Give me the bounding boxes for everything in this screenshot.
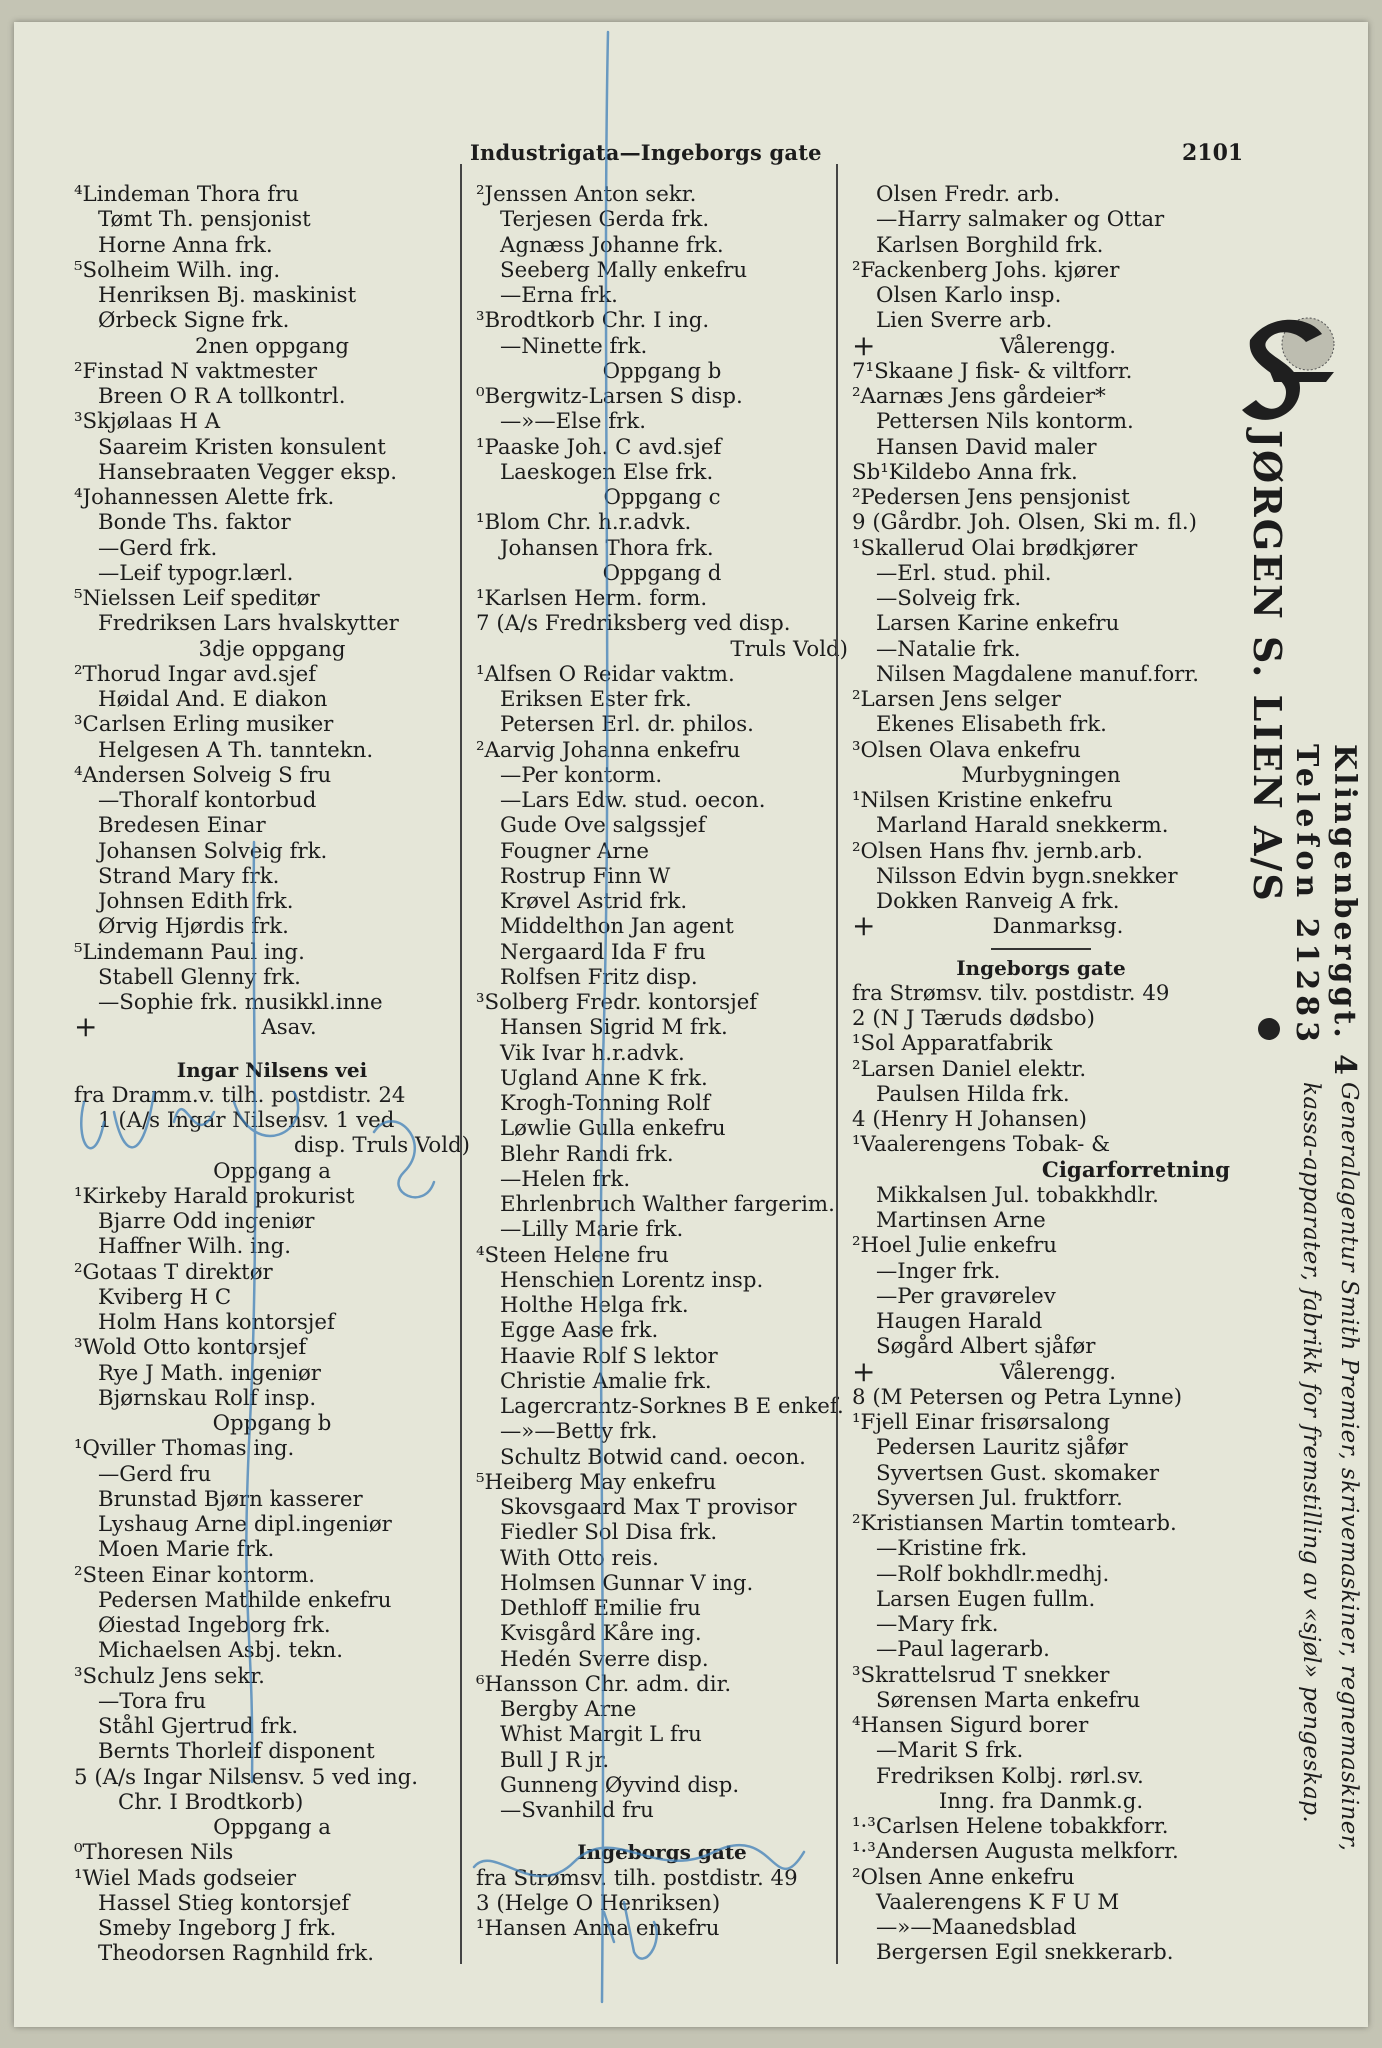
entrance-heading: Oppgang a [213, 1158, 331, 1184]
directory-entry: ²Aarnæs Jens gårdeier* [852, 384, 1106, 409]
directory-entry: Lagercrantz-Sorknes B E enkef. [500, 1394, 844, 1419]
directory-entry: ⁴Johannessen Alette frk. [74, 485, 335, 510]
directory-entry: —Gerd frk. [98, 535, 218, 561]
directory-entry: Gude Ove salgssjef [500, 813, 706, 839]
cross-street-label: Vålerengg. [999, 333, 1117, 359]
directory-entry: Syvertsen Gust. skomaker [876, 1460, 1160, 1486]
directory-entry: Bergersen Egil snekkerarb. [876, 1940, 1174, 1966]
directory-entry: ²Jenssen Anton sekr. [476, 182, 697, 207]
directory-entry: Ståhl Gjertrud frk. [98, 1714, 299, 1739]
directory-entry: ²Larsen Daniel elektr. [852, 1056, 1087, 1082]
directory-entry: 5 (A/s Ingar Nilsensv. 5 ved ing. [74, 1764, 419, 1790]
street-heading: Ingeborgs gate [956, 955, 1126, 980]
directory-entry: ²Pedersen Jens pensjonist [852, 485, 1130, 510]
directory-entry: —Thoralf kontorbud [98, 788, 317, 813]
spacer [476, 1823, 848, 1840]
directory-entry: —Lars Edw. stud. oecon. [500, 788, 766, 813]
column-3 [852, 182, 1230, 1966]
directory-entry: Sørensen Marta enkefru [876, 1687, 1141, 1713]
directory-entry: —Natalie frk. [876, 636, 1021, 662]
entrance-heading: 2nen oppgang [194, 333, 350, 359]
directory-entry: 1 (A/s Ingar Nilsensv. 1 ved [98, 1108, 395, 1133]
directory-entry: Vaalerengens K F U M [876, 1889, 1120, 1915]
directory-entry: Johansen Solveig frk. [98, 838, 328, 864]
directory-entry: ²Hoel Julie enkefru [852, 1233, 1057, 1259]
directory-entry: fra Strømsv. tilv. postdistr. 49 [852, 980, 1170, 1006]
directory-entry: ⁴Hansen Sigurd borer [852, 1713, 1089, 1738]
directory-entry: ⁴Andersen Solveig S fru [74, 762, 332, 788]
directory-entry: —Per kontorm. [500, 762, 663, 788]
cross-street-row [852, 328, 1230, 362]
directory-entry: —Kristine frk. [876, 1536, 1028, 1562]
directory-entry: Moen Marie frk. [98, 1537, 275, 1563]
entrance-heading: Oppgang c [603, 485, 721, 510]
directory-entry: Martinsen Arne [876, 1208, 1046, 1233]
directory-entry: Bredesen Einar [98, 813, 266, 839]
directory-entry: Bernts Thorleif disponent [98, 1739, 375, 1765]
directory-entry: —Svanhild fru [500, 1798, 654, 1823]
directory-entry: —Erna frk. [500, 283, 618, 308]
directory-entry: Pedersen Lauritz sjåfør [876, 1435, 1128, 1461]
directory-entry: Johnsen Edith frk. [98, 889, 294, 914]
directory-entry: —Erl. stud. phil. [876, 560, 1052, 586]
directory-entry: —Solveig frk. [876, 586, 1022, 611]
directory-entry: Sb¹Kildebo Anna frk. [852, 459, 1078, 485]
directory-entry: Bonde Ths. faktor [98, 510, 291, 536]
directory-entry: Hansen Sigrid M frk. [500, 1015, 728, 1041]
directory-entry: Bull J R jr. [500, 1747, 610, 1773]
directory-entry: —Per gravørelev [876, 1283, 1056, 1309]
directory-entry: Krogh-Tonning Rolf [500, 1091, 710, 1116]
directory-entry: Pettersen Nils kontorm. [876, 409, 1134, 435]
directory-entry: Skovsgaard Max T provisor [500, 1495, 797, 1520]
directory-entry: Paulsen Hilda frk. [876, 1081, 1070, 1107]
directory-entry: Theodorsen Ragnhild frk. [98, 1941, 375, 1967]
directory-entry: ¹Qviller Thomas ing. [74, 1436, 295, 1462]
directory-entry: Marland Harald snekkerm. [876, 813, 1169, 839]
directory-entry: ³Brodtkorb Chr. I ing. [476, 308, 710, 334]
directory-entry: Eriksen Ester frk. [500, 687, 692, 712]
directory-entry: ³Solberg Fredr. kontorsjef [476, 990, 758, 1015]
directory-entry: Schultz Botwid cand. oecon. [500, 1444, 806, 1470]
directory-entry: Brunstad Bjørn kasserer [98, 1486, 363, 1512]
directory-entry: Gunneng Øyvind disp. [500, 1772, 740, 1798]
directory-entry: Krøvel Astrid frk. [500, 889, 688, 914]
entrance-heading: Oppgang b [212, 1411, 332, 1436]
directory-entry: Christie Amalie frk. [500, 1368, 712, 1394]
directory-entry: —»—Else frk. [500, 409, 647, 435]
directory-entry: Cigarforretning [1041, 1157, 1230, 1183]
directory-entry: Fougner Arne [500, 838, 649, 864]
directory-entry: —Lilly Marie frk. [500, 1217, 684, 1243]
directory-entry: —Tora fru [98, 1688, 207, 1714]
page-number: 2101 [1182, 140, 1244, 166]
directory-entry: Nilsson Edvin bygn.snekker [876, 863, 1178, 889]
directory-entry: Ekenes Elisabeth frk. [876, 712, 1107, 738]
directory-entry: —Helen frk. [500, 1166, 631, 1192]
directory-entry: ⁵Solheim Wilh. ing. [74, 257, 281, 283]
spacer [74, 1041, 470, 1058]
directory-entry: ³Skrattelsrud T snekker [852, 1662, 1110, 1688]
directory-entry: 7 (A/s Fredriksberg ved disp. [476, 611, 791, 637]
directory-entry: Løwlie Gulla enkefru [500, 1116, 726, 1142]
directory-entry: Chr. I Brodtkorb) [118, 1789, 304, 1815]
directory-entry: ²Fackenberg Johs. kjører [852, 257, 1120, 283]
directory-entry: ¹Nilsen Kristine enkefru [852, 788, 1113, 813]
directory-entry: Laeskogen Else frk. [500, 459, 714, 485]
directory-entry: ³Skjølaas H A [74, 409, 221, 435]
vertical-advertisement [1230, 312, 1370, 2012]
directory-entry: Dethloff Emilie fru [500, 1596, 701, 1621]
directory-entry: ³Schulz Jens sekr. [74, 1663, 265, 1689]
directory-entry: Holmsen Gunnar V ing. [500, 1570, 754, 1596]
directory-entry: fra Dramm.v. tilh. postdistr. 24 [74, 1082, 406, 1108]
directory-entry: Lyshaug Arne dipl.ingeniør [98, 1512, 392, 1537]
entrance-heading: Inng. fra Danmk.g. [938, 1788, 1144, 1814]
directory-entry: —Leif typogr.lærl. [98, 560, 294, 586]
directory-entry: ¹Skallerud Olai brødkjører [852, 535, 1138, 561]
cross-street-label: Danmarksg. [992, 914, 1124, 940]
directory-entry: ⁵Lindemann Paul ing. [74, 939, 305, 965]
directory-entry: ⁵Heiberg May enkefru [476, 1469, 717, 1495]
directory-entry: ¹Sol Apparatfabrik [852, 1031, 1053, 1057]
directory-entry: ⁰Thoresen Nils [74, 1840, 234, 1866]
directory-entry: —Sophie frk. musikkl.inne [98, 990, 383, 1015]
directory-entry: Haffner Wilh. ing. [98, 1234, 291, 1260]
directory-entry: Søgård Albert sjåfør [876, 1334, 1096, 1360]
directory-entry: —Inger frk. [876, 1258, 1001, 1284]
directory-entry: ²Finstad N vaktmester [74, 358, 318, 384]
entrance-heading: 3dje oppgang [198, 636, 346, 662]
directory-entry: Blehr Randi frk. [500, 1141, 674, 1167]
directory-entry: ¹Kirkeby Harald prokurist [74, 1183, 355, 1209]
directory-entry: Bjørnskau Rolf insp. [98, 1385, 317, 1411]
directory-entry: Smeby Ingeborg J frk. [98, 1916, 337, 1941]
directory-entry: Larsen Karine enkefru [876, 611, 1120, 637]
directory-entry: Olsen Fredr. arb. [876, 182, 1061, 207]
directory-entry: 9 (Gårdbr. Joh. Olsen, Ski m. fl.) [852, 510, 1197, 536]
ad-description-line-1: Generalagentur Smith Premier, skrivemaskiner, regnemaskiner, [1336, 1082, 1362, 1852]
directory-entry: 3 (Helge O Henriksen) [476, 1890, 721, 1916]
directory-entry: ¹Fjell Einar frisørsalong [852, 1410, 1111, 1435]
directory-entry: Syversen Jul. fruktforr. [876, 1485, 1123, 1511]
directory-entry: —»—Maanedsblad [876, 1915, 1077, 1940]
directory-entry: Hassel Stieg kontorsjef [98, 1890, 350, 1916]
directory-entry: ²Olsen Hans fhv. jernb.arb. [852, 838, 1143, 864]
bullet-dot [1258, 1018, 1280, 1040]
directory-entry: ⁴Lindeman Thora fru [74, 182, 299, 207]
directory-entry: —Harry salmaker og Ottar [876, 207, 1165, 233]
directory-entry: Middelthon Jan agent [500, 914, 734, 940]
directory-entry: Kvisgård Kåre ing. [500, 1621, 702, 1647]
directory-entry: 4 (Henry H Johansen) [852, 1107, 1087, 1132]
directory-entry: Rostrup Finn W [500, 863, 671, 889]
directory-entry: Petersen Erl. dr. philos. [500, 712, 754, 738]
directory-entry: ²Olsen Anne enkefru [852, 1864, 1075, 1890]
directory-entry: Bjarre Odd ingeniør [98, 1209, 315, 1234]
directory-entry: ²Gotaas T direktør [74, 1259, 273, 1285]
ad-phone: Telefon 21283 [1289, 744, 1324, 1047]
directory-entry: Kviberg H C [98, 1284, 232, 1310]
directory-entry: Horne Anna frk. [98, 232, 273, 258]
directory-entry: —Paul lagerarb. [876, 1637, 1050, 1663]
directory-entry: 7¹Skaane J fisk- & viltforr. [852, 358, 1133, 384]
directory-entry: Høidal And. E diakon [98, 687, 328, 712]
directory-entry: Larsen Eugen fullm. [876, 1586, 1096, 1612]
directory-entry: Hansen David maler [876, 434, 1097, 460]
directory-entry: Rolfsen Fritz disp. [500, 964, 698, 990]
directory-entry: fra Strømsv. tilh. postdistr. 49 [476, 1865, 798, 1891]
directory-entry: Holthe Helga frk. [500, 1293, 689, 1318]
directory-entry: ³Wold Otto kontorsjef [74, 1335, 307, 1361]
directory-entry: 2 (N J Tæruds dødsbo) [852, 1006, 1095, 1031]
directory-entry: Strand Mary frk. [98, 863, 280, 889]
directory-entry: Michaelsen Asbj. tekn. [98, 1638, 344, 1664]
directory-entry: —Ninette frk. [500, 333, 648, 359]
entrance-heading: Oppgang d [602, 560, 722, 586]
cross-street-plus-icon: + [74, 1010, 98, 1044]
directory-entry: ²Kristiansen Martin tomtearb. [852, 1511, 1177, 1536]
directory-entry: Ørvig Hjørdis frk. [98, 914, 289, 940]
directory-entry: Hansebraaten Vegger eksp. [98, 459, 398, 485]
directory-entry: ¹Hansen Anna enkefru [476, 1916, 720, 1941]
directory-entry: Stabell Glenny frk. [98, 964, 301, 990]
directory-entry: ²Larsen Jens selger [852, 687, 1061, 712]
entrance-heading: Murbygningen [961, 762, 1121, 788]
directory-entry: Holm Hans kontorsjef [98, 1310, 335, 1335]
directory-entry: Saareim Kristen konsulent [98, 434, 386, 460]
directory-entry: —Mary frk. [876, 1612, 999, 1637]
page-header-title: Industrigata—Ingeborgs gate [470, 140, 822, 165]
directory-entry: ¹·³Andersen Augusta melkforr. [852, 1839, 1179, 1865]
directory-entry: Fiedler Sol Disa frk. [500, 1520, 718, 1546]
directory-entry: —»—Betty frk. [500, 1419, 658, 1445]
directory-entry: Ugland Anne K frk. [500, 1065, 708, 1091]
directory-entry: Haugen Harald [876, 1309, 1043, 1334]
street-heading: Ingar Nilsens vei [176, 1057, 368, 1082]
directory-entry: Vik Ivar h.r.advk. [500, 1040, 685, 1066]
directory-entry: ⁵Nielssen Leif speditør [74, 586, 320, 611]
directory-entry: Whist Margit L fru [500, 1722, 702, 1748]
cross-street-row [852, 909, 1230, 943]
directory-entry: —Rolf bokhdlr.medhj. [876, 1561, 1110, 1587]
directory-entry: Pedersen Mathilde enkefru [98, 1587, 392, 1613]
cross-street-row [74, 1010, 470, 1044]
column-divider-1 [460, 164, 462, 1964]
directory-entry: Fredriksen Kolbj. rørl.sv. [876, 1763, 1144, 1789]
directory-entry: Mikkalsen Jul. tobakkhdlr. [876, 1182, 1159, 1208]
cross-street-plus-icon: + [852, 909, 876, 943]
directory-entry: ²Thorud Ingar avd.sjef [74, 661, 317, 687]
directory-entry: Dokken Ranveig A frk. [876, 889, 1120, 914]
directory-entry: ⁴Steen Helene fru [476, 1242, 669, 1268]
directory-entry: ¹·³Carlsen Helene tobakkforr. [852, 1814, 1169, 1839]
directory-entry: Tømt Th. pensjonist [98, 207, 311, 233]
directory-entry: Haavie Rolf S lektor [500, 1343, 718, 1369]
directory-entry: Bergby Arne [500, 1697, 637, 1722]
directory-entry: Seeberg Mally enkefru [500, 257, 748, 283]
column-2 [476, 182, 848, 1941]
section-rule [991, 948, 1091, 950]
directory-entry: Henriksen Bj. maskinist [98, 283, 357, 308]
directory-entry: Helgesen A Th. tanntekn. [98, 737, 374, 763]
directory-entry: disp. Truls Vold) [293, 1133, 470, 1159]
directory-entry: ¹Karlsen Herm. form. [476, 586, 708, 611]
cross-street-label: Vålerengg. [999, 1359, 1117, 1385]
cross-street-row [852, 1354, 1230, 1388]
cross-street-label: Asav. [261, 1015, 317, 1041]
directory-entry: Terjesen Gerda frk. [500, 207, 710, 233]
directory-entry: ³Carlsen Erling musiker [74, 712, 334, 738]
directory-entry: ⁰Bergwitz-Larsen S disp. [476, 384, 743, 409]
directory-entry: ⁶Hansson Chr. adm. dir. [476, 1671, 732, 1697]
cross-street-plus-icon: + [852, 328, 876, 362]
directory-entry: 8 (M Petersen og Petra Lynne) [852, 1384, 1183, 1410]
directory-entry: Johansen Thora frk. [500, 535, 714, 561]
directory-entry: Henschien Lorentz insp. [500, 1267, 764, 1293]
cross-street-plus-icon: + [852, 1354, 876, 1388]
entrance-heading: Oppgang b [602, 358, 722, 384]
directory-entry: ²Aarvig Johanna enkefru [476, 737, 741, 763]
directory-entry: Egge Aase frk. [500, 1318, 659, 1344]
ad-address: Klingenberggt. 4 [1327, 744, 1362, 1078]
entrance-heading: Oppgang a [213, 1815, 331, 1840]
directory-entry: Nilsen Magdalene manuf.forr. [876, 661, 1199, 687]
directory-entry: ¹Blom Chr. h.r.advk. [476, 510, 692, 536]
directory-entry: —Gerd fru [98, 1461, 212, 1487]
directory-entry: With Otto reis. [500, 1545, 659, 1571]
column-1 [74, 182, 470, 1967]
directory-entry: ¹Paaske Joh. C avd.sjef [476, 434, 722, 460]
directory-entry: Lien Sverre arb. [876, 308, 1053, 334]
column-divider-2 [836, 164, 838, 1964]
directory-entry: Breen O R A tollkontrl. [98, 384, 346, 409]
ad-company-name: JØRGEN S. LIEN A/S [1245, 430, 1290, 903]
company-logo [1230, 312, 1340, 436]
directory-entry: Olsen Karlo insp. [876, 283, 1062, 308]
directory-entry: Truls Vold) [730, 636, 848, 662]
directory-entry: ³Olsen Olava enkefru [852, 737, 1081, 763]
directory-entry: —Marit S frk. [876, 1738, 1024, 1764]
directory-entry: Nergaard Ida F fru [500, 939, 706, 965]
directory-entry: Karlsen Borghild frk. [876, 232, 1104, 258]
street-heading: Ingeborgs gate [577, 1840, 747, 1865]
directory-entry: ¹Alfsen O Reidar vaktm. [476, 661, 735, 687]
directory-entry: Rye J Math. ingeniør [98, 1360, 321, 1386]
ad-description-line-2: kassa-apparater, fabrikk for fremstilling av «sjøl» pengeskap. [1298, 1082, 1324, 1824]
directory-entry: Øiestad Ingeborg frk. [98, 1613, 331, 1638]
directory-entry: ¹Wiel Mads godseier [74, 1865, 297, 1891]
directory-entry: Ehrlenbruch Walther fargerim. [500, 1192, 835, 1217]
directory-page [14, 22, 1368, 2027]
directory-entry: Ørbeck Signe frk. [98, 308, 290, 334]
directory-entry: Hedén Sverre disp. [500, 1646, 709, 1672]
directory-entry: Agnæss Johanne frk. [500, 232, 724, 258]
directory-entry: Fredriksen Lars hvalskytter [98, 611, 399, 637]
directory-entry: ¹Vaalerengens Tobak- & [852, 1132, 1111, 1158]
directory-entry: ²Steen Einar kontorm. [74, 1562, 316, 1588]
